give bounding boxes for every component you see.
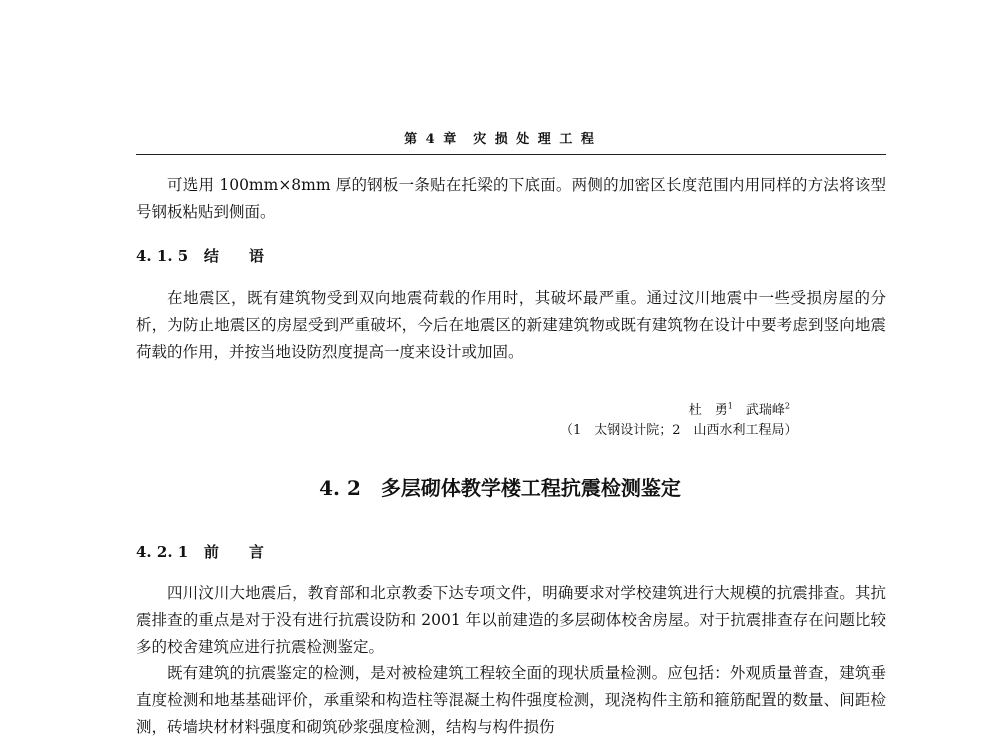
author-line — [600, 399, 790, 418]
subsection-number: 4. 1. 5 — [136, 247, 189, 265]
subsection-title: 结 语 — [203, 247, 264, 265]
subsection-heading-4-1-5 — [136, 245, 264, 266]
subsection-heading-4-2-1 — [136, 541, 264, 562]
paragraph-steel-plate: 可选用 100mm×8mm 厚的钢板一条贴在托梁的下底面。两侧的加密区长度范围内用同样的方法将该型号钢板粘贴到侧面。 — [136, 176, 886, 221]
paragraph-inspection-scope: 既有建筑的抗震鉴定的检测，是对被检建筑工程较全面的现状质量检测。应包括：外观质量普查，建筑垂直度检测和地基基础评价，承重梁和构造柱等混凝土构件强度检测，现浇构件主筋和箍筋配置的数量、间距检测，砖墙块材材料强度和砌筑砂浆强度检测，结构与构件损伤 — [136, 664, 886, 736]
section-title-4-2 — [0, 472, 1000, 501]
paragraph-conclusion: 在地震区，既有建筑物受到双向地震荷载的作用时，其破坏最严重。通过汶川地震中一些受损房屋的分析，为防止地震区的房屋受到严重破坏，今后在地震区的新建建筑物或既有建筑物在设计中要考虑到竖向地震荷载的作用，并按当地设防烈度提高一度来设计或加固。 — [136, 289, 886, 361]
header-rule — [136, 154, 886, 155]
paragraph-introduction: 四川汶川大地震后，教育部和北京教委下达专项文件，明确要求对学校建筑进行大规模的抗震排查。其抗震排查的重点是对于没有进行抗震设防和 2001 年以前建造的多层砌体校舍房屋。对于抗震排查存在问题比较多的校舍建筑应进行抗震检测鉴定。 — [136, 584, 886, 656]
author-affiliation: （1 太钢设计院；2 山西水利工程局） — [560, 423, 798, 438]
section-number: 4. 2 — [319, 476, 361, 500]
subsection-number: 4. 2. 1 — [136, 543, 189, 561]
running-header: 第 4 章 灾 损 处 理 工 程 — [404, 132, 596, 147]
author-name: 杜 勇 — [688, 403, 728, 418]
section-title-text: 多层砌体教学楼工程抗震检测鉴定 — [380, 476, 681, 500]
author-affil-mark: 2 — [784, 401, 790, 411]
subsection-title: 前 言 — [203, 543, 264, 561]
author-name: 武瑞峰 — [745, 403, 785, 418]
author-affil-mark: 1 — [727, 401, 733, 411]
